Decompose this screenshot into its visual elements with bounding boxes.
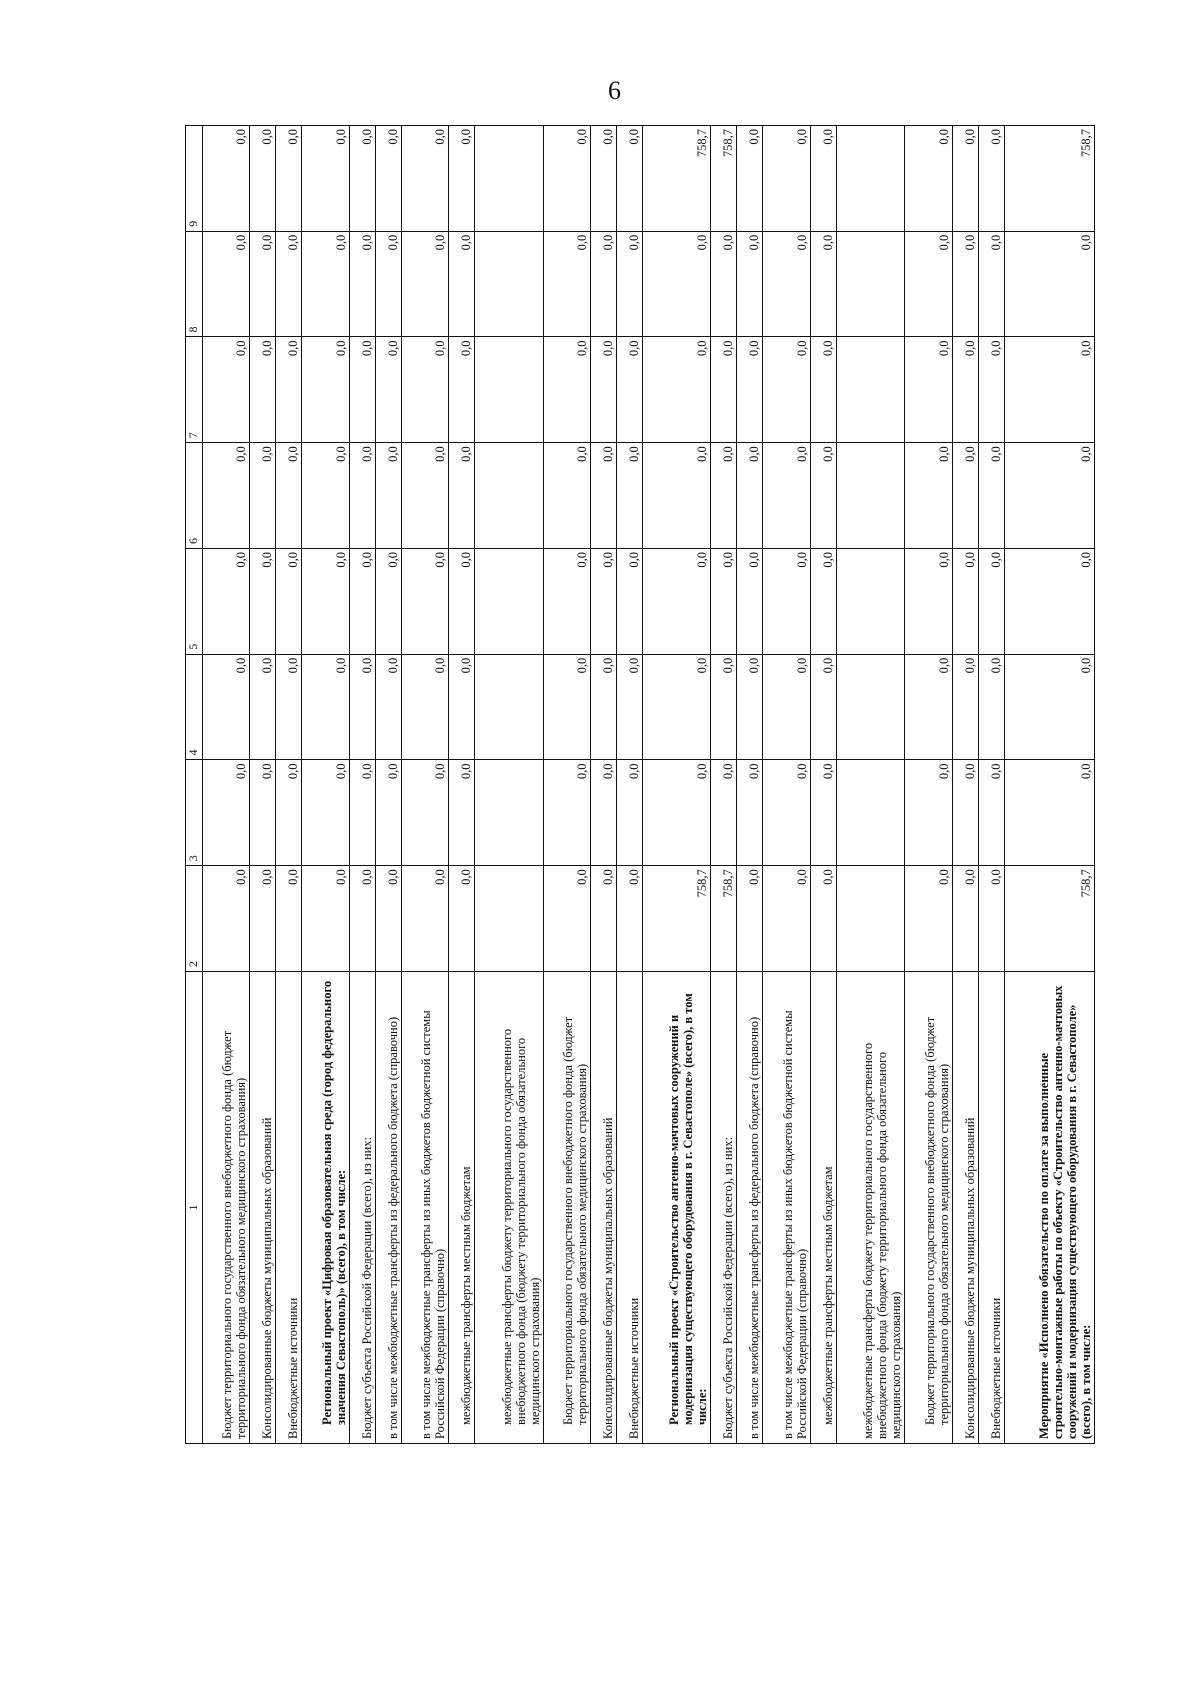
value-cell: 0,0 bbox=[810, 443, 836, 549]
value-cell: 0,0 bbox=[763, 231, 810, 337]
row-label: Мероприятие «Исполнено обязательство по оплате за выполненные строительно-монтажные работы по объекту «Строительство антенно-мачтовых сооружений и модернизация существующего оборудования в г. Севастополе» (всего), в том числе: bbox=[1004, 972, 1094, 1444]
value-cell: 0,0 bbox=[905, 443, 952, 549]
value-cell: 0,0 bbox=[737, 337, 763, 443]
value-cell: 0,0 bbox=[448, 654, 474, 760]
value-cell: 0,0 bbox=[642, 231, 711, 337]
value-cell: 0,0 bbox=[250, 337, 276, 443]
value-cell: 0,0 bbox=[810, 549, 836, 655]
value-cell: 0,0 bbox=[203, 337, 250, 443]
table-row bbox=[250, 126, 276, 1444]
row-label: в том числе межбюджетные трансферты из федерального бюджета (справочно) bbox=[737, 972, 763, 1444]
value-cell: 0,0 bbox=[276, 654, 302, 760]
value-cell bbox=[474, 443, 543, 549]
value-cell: 0,0 bbox=[952, 337, 978, 443]
value-cell: 0,0 bbox=[978, 126, 1004, 232]
value-cell: 0,0 bbox=[401, 126, 448, 232]
value-cell: 0,0 bbox=[590, 126, 616, 232]
value-cell: 758,7 bbox=[642, 866, 711, 972]
value-cell: 0,0 bbox=[952, 760, 978, 866]
value-cell: 0,0 bbox=[711, 760, 737, 866]
table-row bbox=[763, 126, 810, 1444]
value-cell: 758,7 bbox=[1004, 866, 1094, 972]
value-cell: 0,0 bbox=[276, 760, 302, 866]
value-cell: 0,0 bbox=[711, 443, 737, 549]
table-row bbox=[375, 126, 401, 1444]
value-cell: 0,0 bbox=[276, 126, 302, 232]
value-cell: 0,0 bbox=[905, 126, 952, 232]
value-cell: 0,0 bbox=[203, 654, 250, 760]
table-row bbox=[1004, 126, 1094, 1444]
value-cell: 0,0 bbox=[763, 866, 810, 972]
value-cell: 0,0 bbox=[401, 654, 448, 760]
value-cell: 0,0 bbox=[711, 654, 737, 760]
value-cell: 758,7 bbox=[1004, 126, 1094, 232]
value-cell: 0,0 bbox=[302, 549, 349, 655]
value-cell: 0,0 bbox=[203, 231, 250, 337]
value-cell: 0,0 bbox=[401, 866, 448, 972]
value-cell: 0,0 bbox=[543, 549, 590, 655]
value-cell: 0,0 bbox=[349, 231, 375, 337]
value-cell: 0,0 bbox=[952, 126, 978, 232]
value-cell bbox=[474, 866, 543, 972]
value-cell: 0,0 bbox=[276, 231, 302, 337]
value-cell: 0,0 bbox=[616, 866, 642, 972]
value-cell: 0,0 bbox=[616, 549, 642, 655]
value-cell: 0,0 bbox=[810, 337, 836, 443]
value-cell: 0,0 bbox=[1004, 337, 1094, 443]
value-cell: 0,0 bbox=[448, 866, 474, 972]
value-cell bbox=[836, 549, 905, 655]
value-cell: 0,0 bbox=[349, 760, 375, 866]
value-cell: 0,0 bbox=[952, 443, 978, 549]
value-cell: 0,0 bbox=[543, 231, 590, 337]
row-label: Консолидированные бюджеты муниципальных образований bbox=[590, 972, 616, 1444]
value-cell: 0,0 bbox=[302, 126, 349, 232]
value-cell: 0,0 bbox=[250, 760, 276, 866]
value-cell: 0,0 bbox=[763, 337, 810, 443]
value-cell bbox=[836, 866, 905, 972]
value-cell: 0,0 bbox=[642, 549, 711, 655]
value-cell: 0,0 bbox=[349, 443, 375, 549]
row-label: в том числе межбюджетные трансферты из федерального бюджета (справочно) bbox=[375, 972, 401, 1444]
value-cell bbox=[836, 654, 905, 760]
table-row bbox=[810, 126, 836, 1444]
value-cell: 0,0 bbox=[1004, 549, 1094, 655]
value-cell: 0,0 bbox=[401, 549, 448, 655]
value-cell: 0,0 bbox=[375, 760, 401, 866]
value-cell: 0,0 bbox=[737, 654, 763, 760]
column-header: 4 bbox=[186, 654, 203, 760]
table-row bbox=[978, 126, 1004, 1444]
value-cell: 0,0 bbox=[952, 549, 978, 655]
table-header-row bbox=[186, 126, 203, 1444]
column-header: 7 bbox=[186, 337, 203, 443]
table-row bbox=[203, 126, 250, 1444]
value-cell: 0,0 bbox=[276, 549, 302, 655]
value-cell: 0,0 bbox=[250, 443, 276, 549]
value-cell: 0,0 bbox=[905, 654, 952, 760]
value-cell: 0,0 bbox=[905, 549, 952, 655]
value-cell: 0,0 bbox=[375, 337, 401, 443]
value-cell: 0,0 bbox=[590, 549, 616, 655]
value-cell: 0,0 bbox=[810, 654, 836, 760]
value-cell: 0,0 bbox=[448, 231, 474, 337]
table-row bbox=[952, 126, 978, 1444]
value-cell: 0,0 bbox=[448, 337, 474, 443]
value-cell: 0,0 bbox=[616, 443, 642, 549]
value-cell: 0,0 bbox=[203, 549, 250, 655]
value-cell bbox=[836, 443, 905, 549]
value-cell: 0,0 bbox=[203, 866, 250, 972]
value-cell bbox=[474, 760, 543, 866]
value-cell: 0,0 bbox=[302, 337, 349, 443]
value-cell: 0,0 bbox=[250, 231, 276, 337]
value-cell bbox=[474, 654, 543, 760]
value-cell: 0,0 bbox=[978, 549, 1004, 655]
value-cell: 0,0 bbox=[763, 126, 810, 232]
row-label: Бюджет территориального государственного внебюджетного фонда (бюджет территориального фонда обязательного медицинского страхования) bbox=[905, 972, 952, 1444]
value-cell: 0,0 bbox=[543, 866, 590, 972]
column-header: 6 bbox=[186, 443, 203, 549]
value-cell: 0,0 bbox=[952, 654, 978, 760]
value-cell: 0,0 bbox=[375, 126, 401, 232]
value-cell: 0,0 bbox=[616, 337, 642, 443]
value-cell: 0,0 bbox=[952, 866, 978, 972]
value-cell: 0,0 bbox=[543, 126, 590, 232]
value-cell: 0,0 bbox=[737, 126, 763, 232]
row-label: Бюджет территориального государственного внебюджетного фонда (бюджет территориального фонда обязательного медицинского страхования) bbox=[203, 972, 250, 1444]
row-label: межбюджетные трансферты местным бюджетам bbox=[448, 972, 474, 1444]
row-label: в том числе межбюджетные трансферты из иных бюджетов бюджетной системы Российской Федерации (справочно) bbox=[401, 972, 448, 1444]
value-cell: 0,0 bbox=[448, 126, 474, 232]
value-cell: 0,0 bbox=[375, 231, 401, 337]
table-body bbox=[203, 126, 1095, 1444]
value-cell: 0,0 bbox=[810, 866, 836, 972]
value-cell: 0,0 bbox=[375, 654, 401, 760]
value-cell: 0,0 bbox=[810, 126, 836, 232]
value-cell bbox=[474, 126, 543, 232]
value-cell: 0,0 bbox=[616, 760, 642, 866]
budget-table bbox=[185, 125, 1095, 1444]
column-header: 2 bbox=[186, 866, 203, 972]
value-cell: 0,0 bbox=[349, 654, 375, 760]
value-cell bbox=[836, 337, 905, 443]
value-cell: 0,0 bbox=[349, 126, 375, 232]
value-cell: 0,0 bbox=[737, 549, 763, 655]
value-cell: 0,0 bbox=[642, 654, 711, 760]
value-cell: 0,0 bbox=[250, 549, 276, 655]
value-cell: 0,0 bbox=[1004, 760, 1094, 866]
value-cell: 0,0 bbox=[276, 866, 302, 972]
value-cell: 0,0 bbox=[978, 231, 1004, 337]
value-cell: 0,0 bbox=[448, 760, 474, 866]
value-cell: 0,0 bbox=[978, 443, 1004, 549]
table-row bbox=[642, 126, 711, 1444]
value-cell: 0,0 bbox=[543, 337, 590, 443]
row-label: Региональный проект «Цифровая образовательная среда (город федерального значения Севастополь)» (всего), в том числе: bbox=[302, 972, 349, 1444]
column-header: 3 bbox=[186, 760, 203, 866]
row-label: Внебюджетные источники bbox=[978, 972, 1004, 1444]
value-cell bbox=[474, 231, 543, 337]
value-cell: 0,0 bbox=[1004, 231, 1094, 337]
value-cell: 0,0 bbox=[448, 443, 474, 549]
value-cell: 0,0 bbox=[203, 443, 250, 549]
value-cell: 0,0 bbox=[375, 443, 401, 549]
value-cell: 0,0 bbox=[543, 654, 590, 760]
value-cell: 758,7 bbox=[711, 126, 737, 232]
value-cell: 0,0 bbox=[905, 231, 952, 337]
value-cell: 0,0 bbox=[543, 443, 590, 549]
value-cell: 0,0 bbox=[763, 549, 810, 655]
value-cell: 0,0 bbox=[978, 866, 1004, 972]
value-cell: 0,0 bbox=[276, 443, 302, 549]
table-row bbox=[401, 126, 448, 1444]
row-label: Региональный проект «Строительство антенно-мачтовых сооружений и модернизация существующего оборудования в г. Севастополе» (всего), в том числе: bbox=[642, 972, 711, 1444]
row-label: межбюджетные трансферты местным бюджетам bbox=[810, 972, 836, 1444]
value-cell: 0,0 bbox=[1004, 654, 1094, 760]
value-cell: 0,0 bbox=[763, 760, 810, 866]
value-cell: 0,0 bbox=[642, 443, 711, 549]
table-row bbox=[543, 126, 590, 1444]
budget-table-rotated bbox=[185, 126, 1095, 1444]
value-cell: 0,0 bbox=[401, 337, 448, 443]
value-cell: 0,0 bbox=[543, 760, 590, 866]
table-row bbox=[302, 126, 349, 1444]
value-cell: 0,0 bbox=[250, 126, 276, 232]
value-cell: 0,0 bbox=[590, 231, 616, 337]
value-cell bbox=[836, 231, 905, 337]
value-cell: 0,0 bbox=[349, 549, 375, 655]
value-cell: 0,0 bbox=[302, 443, 349, 549]
value-cell: 0,0 bbox=[978, 337, 1004, 443]
row-label: Внебюджетные источники bbox=[276, 972, 302, 1444]
value-cell: 0,0 bbox=[302, 866, 349, 972]
row-label: Бюджет территориального государственного внебюджетного фонда (бюджет территориального фонда обязательного медицинского страхования) bbox=[543, 972, 590, 1444]
page-number: 6 bbox=[608, 76, 621, 105]
value-cell: 0,0 bbox=[737, 866, 763, 972]
value-cell: 0,0 bbox=[711, 231, 737, 337]
value-cell: 0,0 bbox=[763, 654, 810, 760]
value-cell: 0,0 bbox=[302, 231, 349, 337]
value-cell: 0,0 bbox=[590, 337, 616, 443]
table-row bbox=[836, 126, 905, 1444]
row-label: Консолидированные бюджеты муниципальных образований bbox=[250, 972, 276, 1444]
table-row bbox=[276, 126, 302, 1444]
value-cell: 0,0 bbox=[737, 231, 763, 337]
value-cell bbox=[836, 126, 905, 232]
value-cell: 0,0 bbox=[401, 760, 448, 866]
value-cell: 0,0 bbox=[763, 443, 810, 549]
value-cell: 0,0 bbox=[810, 760, 836, 866]
value-cell: 0,0 bbox=[302, 654, 349, 760]
value-cell: 0,0 bbox=[401, 443, 448, 549]
value-cell: 0,0 bbox=[203, 126, 250, 232]
value-cell: 0,0 bbox=[737, 443, 763, 549]
table-row bbox=[616, 126, 642, 1444]
value-cell: 0,0 bbox=[276, 337, 302, 443]
row-label: Бюджет субъекта Российской Федерации (всего), из них: bbox=[711, 972, 737, 1444]
value-cell: 0,0 bbox=[616, 126, 642, 232]
value-cell: 0,0 bbox=[642, 337, 711, 443]
value-cell bbox=[474, 549, 543, 655]
column-header: 8 bbox=[186, 231, 203, 337]
value-cell: 0,0 bbox=[810, 231, 836, 337]
value-cell: 0,0 bbox=[978, 760, 1004, 866]
value-cell: 0,0 bbox=[737, 760, 763, 866]
row-label: в том числе межбюджетные трансферты из иных бюджетов бюджетной системы Российской Федерации (справочно) bbox=[763, 972, 810, 1444]
value-cell: 0,0 bbox=[905, 760, 952, 866]
value-cell: 0,0 bbox=[590, 654, 616, 760]
table-row bbox=[590, 126, 616, 1444]
value-cell: 0,0 bbox=[349, 866, 375, 972]
row-label: Внебюджетные источники bbox=[616, 972, 642, 1444]
column-header: 1 bbox=[186, 972, 203, 1444]
value-cell: 0,0 bbox=[375, 866, 401, 972]
value-cell bbox=[474, 337, 543, 443]
value-cell: 0,0 bbox=[401, 231, 448, 337]
value-cell: 0,0 bbox=[616, 654, 642, 760]
value-cell: 0,0 bbox=[905, 337, 952, 443]
table-row bbox=[905, 126, 952, 1444]
value-cell: 0,0 bbox=[978, 654, 1004, 760]
value-cell: 0,0 bbox=[711, 549, 737, 655]
value-cell: 0,0 bbox=[590, 866, 616, 972]
row-label: Бюджет субъекта Российской Федерации (всего), из них: bbox=[349, 972, 375, 1444]
value-cell: 0,0 bbox=[349, 337, 375, 443]
value-cell: 0,0 bbox=[590, 760, 616, 866]
row-label: Консолидированные бюджеты муниципальных образований bbox=[952, 972, 978, 1444]
value-cell bbox=[836, 760, 905, 866]
value-cell: 0,0 bbox=[616, 231, 642, 337]
value-cell: 0,0 bbox=[302, 760, 349, 866]
row-label: межбюджетные трансферты бюджету территориального государственного внебюджетного фонда (бюджету территориального фонда обязательного медицинского страхования) bbox=[836, 972, 905, 1444]
value-cell: 0,0 bbox=[250, 866, 276, 972]
table-row bbox=[474, 126, 543, 1444]
value-cell: 0,0 bbox=[1004, 443, 1094, 549]
value-cell: 0,0 bbox=[590, 443, 616, 549]
table-row bbox=[711, 126, 737, 1444]
value-cell: 0,0 bbox=[203, 760, 250, 866]
value-cell: 0,0 bbox=[448, 549, 474, 655]
value-cell: 0,0 bbox=[711, 337, 737, 443]
table-row bbox=[448, 126, 474, 1444]
value-cell: 758,7 bbox=[642, 126, 711, 232]
value-cell: 0,0 bbox=[905, 866, 952, 972]
column-header: 5 bbox=[186, 549, 203, 655]
table-row bbox=[737, 126, 763, 1444]
row-label: межбюджетные трансферты бюджету территориального государственного внебюджетного фонда (бюджету территориального фонда обязательного медицинского страхования) bbox=[474, 972, 543, 1444]
value-cell: 0,0 bbox=[250, 654, 276, 760]
value-cell: 0,0 bbox=[952, 231, 978, 337]
value-cell: 758,7 bbox=[711, 866, 737, 972]
column-header: 9 bbox=[186, 126, 203, 232]
value-cell: 0,0 bbox=[642, 760, 711, 866]
table-row bbox=[349, 126, 375, 1444]
value-cell: 0,0 bbox=[375, 549, 401, 655]
